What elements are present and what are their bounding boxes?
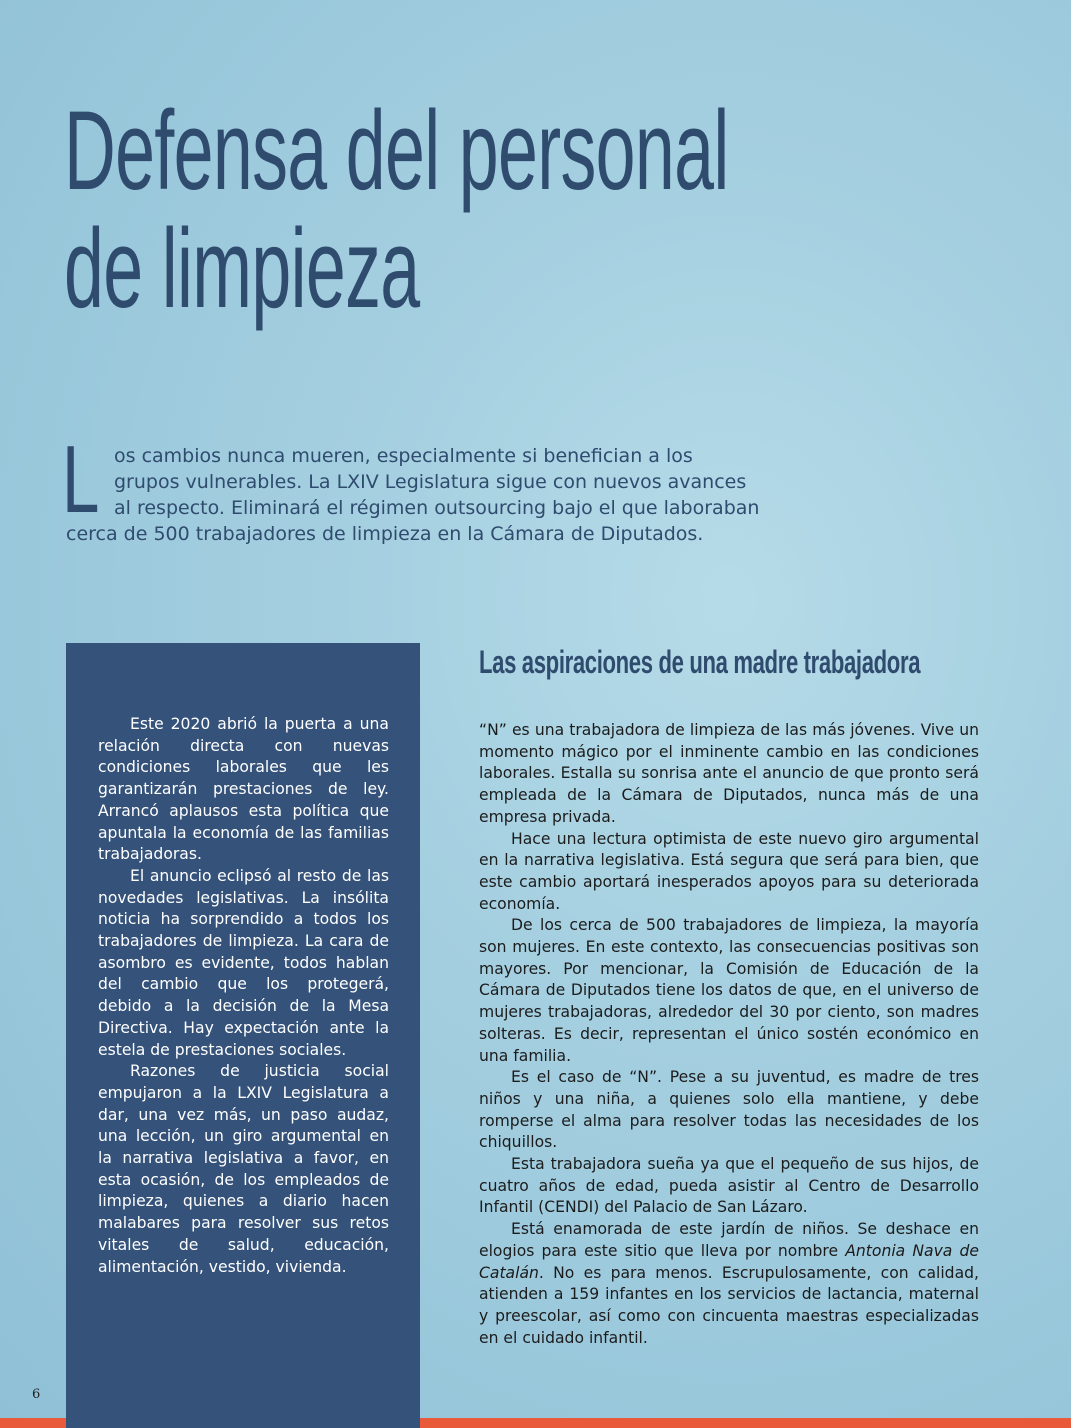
accent-bar-right [420, 1418, 1071, 1428]
title-line-2: de limpieza [64, 206, 420, 331]
article-paragraph [479, 1219, 979, 1349]
article-body [479, 720, 979, 1349]
sidebar-paragraph: El anuncio eclipsó al resto de las novedades legislativas. La insólita noticia ha sorprendido a todos los trabajadores de limpieza. La cara de asombro es evidente, todos hablan del cambio que los protegerá, debido a la decisión de la Mesa Directiva. Hay expectación ante la estela de prestaciones sociales. [98, 866, 389, 1059]
lead-line-3: al respecto. Eliminará el régimen outsourcing bajo el que laboraban [114, 497, 760, 519]
lead-line-2: grupos vulnerables. La LXIV Legislatura sigue con nuevos avances [114, 471, 747, 493]
article-paragraph: Esta trabajadora sueña ya que el pequeño de sus hijos, de cuatro años de edad, pueda asistir al Centro de Desarrollo Infantil (CENDI) del Palacio de San Lázaro. [479, 1155, 979, 1217]
article-paragraph: De los cerca de 500 trabajadores de limpieza, la mayoría son mujeres. En este contexto, las consecuencias positivas son mayores. Por mencionar, la Comisión de Educación de la Cámara de Diputados tiene los datos de que, en el universo de mujeres trabajadoras, alrededor del 30 por ciento, son madres solteras. Es decir, representan el único sostén económico en una familia. [479, 916, 979, 1065]
lead-line-1: os cambios nunca mueren, especialmente si benefician a los [114, 445, 693, 467]
page-number: 6 [32, 1387, 41, 1402]
center-name: Antonia Nava de Catalán [479, 1241, 979, 1282]
article-subheading: Las aspiraciones de una madre trabajadora [479, 644, 921, 680]
title-line-1: Defensa del personal [64, 88, 729, 213]
lead-paragraph [66, 443, 866, 547]
sidebar-paragraph: Razones de justicia social empujaron a la LXIV Legislatura a dar, una vez más, un paso audaz, una lección, un giro argumental en la narrativa legislativa a favor, en esta ocasión, de los empleados de limpieza, quienes a diario hacen malabares para resolver sus retos vitales de salud, educación, alimentación, vestido, vivienda. [98, 1062, 389, 1276]
drop-cap: L [62, 426, 100, 533]
article-paragraph: Hace una lectura optimista de este nuevo giro argumental en la narrativa legislativa. Está segura que será para bien, que este cambio aportará inesperados apoyos para su deteriorada economía. [479, 829, 979, 913]
article-paragraph: “N” es una trabajadora de limpieza de las más jóvenes. Vive un momento mágico por el inminente cambio en las condiciones laborales. Estalla su sonrisa ante el anuncio de que pronto será empleada de la Cámara de Diputados, nunca más de una empresa privada. [479, 721, 979, 826]
text-run: Está enamorada de este jardín de niños. Se deshace en elogios para este sitio que lleva por nombre [479, 1220, 979, 1260]
sidebar-paragraph: Este 2020 abrió la puerta a una relación directa con nuevas condiciones laborales que les garantizarán prestaciones de ley. Arrancó aplausos esta política que apuntala la economía de las familias trabajadoras. [98, 715, 389, 864]
accent-bar-left [0, 1418, 66, 1428]
text-run: . No es para menos. Escrupulosamente, con calidad, atienden a 159 infantes en los servicios de lactancia, maternal y preescolar, así como con cincuenta maestras especializadas en el cuidado infantil. [479, 1263, 979, 1347]
lead-line-4: cerca de 500 trabajadores de limpieza en la Cámara de Diputados. [66, 523, 704, 545]
article-paragraph: Es el caso de “N”. Pese a su juventud, es madre de tres niños y una niña, a quienes solo ella mantiene, y debe romperse el alma para resolver todas las necesidades de los chiquillos. [479, 1068, 979, 1152]
sidebar-text [98, 714, 389, 1278]
page-title [64, 88, 729, 331]
